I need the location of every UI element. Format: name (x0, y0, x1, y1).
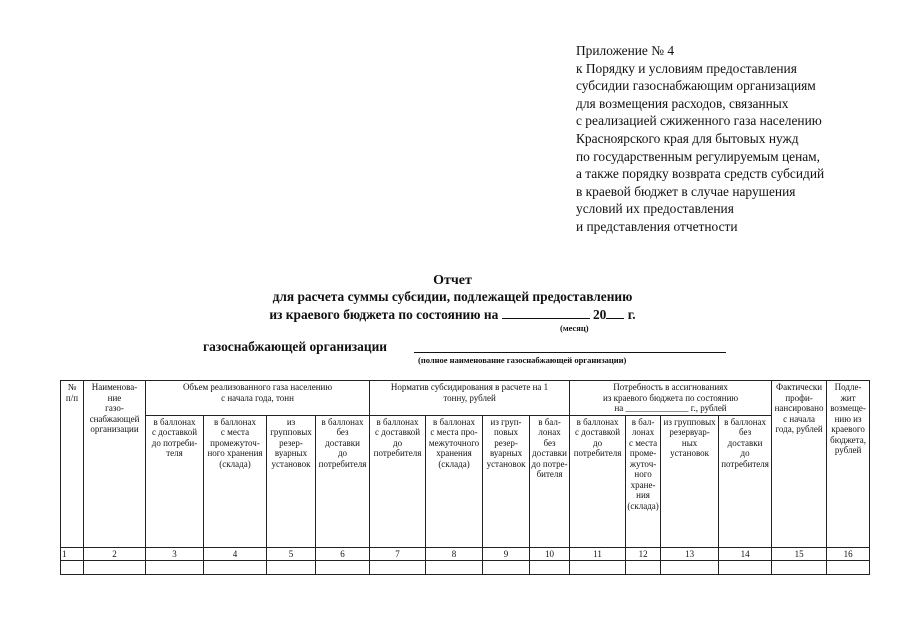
column-number: 1 (61, 547, 84, 561)
table-row (61, 561, 870, 575)
subheader-g2-1: в баллонах с доставкой до потребителя (370, 415, 426, 547)
appendix-note (576, 42, 896, 236)
report-table (60, 380, 870, 575)
column-number: 14 (719, 547, 772, 561)
subheader-g3-2: в бал- лонах с места проме- жуточ- ного хране- ния (склада) (626, 415, 661, 547)
column-number: 6 (316, 547, 370, 561)
table-cell (84, 561, 146, 575)
subheader-g3-3: из групповых резервуар- ных установок (661, 415, 719, 547)
header-col-financed: Фактически профи- нансировано с начала года, рублей (772, 381, 827, 548)
appendix-line: Красноярского края для бытовых нужд (576, 130, 799, 146)
report-subtitle-line1: для расчета суммы субсидии, подлежащей предоставлению (272, 289, 633, 304)
header-col-org-name: Наименова- ние газо- снабжающей организации (84, 381, 146, 548)
column-number: 10 (530, 547, 570, 561)
header-group-need: Потребность в ассигнованиях из краевого бюджета по состоянию на ______________ г., рублей (570, 381, 772, 416)
column-number: 11 (570, 547, 626, 561)
column-number: 3 (146, 547, 204, 561)
subheader-g1-1: в баллонах с доставкой до потреби- теля (146, 415, 204, 547)
column-numbers-row (61, 547, 870, 561)
appendix-line: и представления отчетности (576, 218, 738, 234)
column-number: 13 (661, 547, 719, 561)
column-number: 12 (626, 547, 661, 561)
appendix-line: условий их предоставления (576, 201, 734, 217)
subheader-g1-3: из групповых резер- вуарных установок (267, 415, 316, 547)
header-col-number: № п/п (61, 381, 84, 548)
table-header-row (61, 381, 870, 416)
column-number: 2 (84, 547, 146, 561)
appendix-line: к Порядку и условиям предоставления (576, 60, 797, 76)
table-cell (267, 561, 316, 575)
table-cell (661, 561, 719, 575)
subheader-g1-2: в баллонах с места промежуточ- ного хранения (склада) (204, 415, 267, 547)
year-suffix: г. (627, 307, 636, 322)
table-cell (316, 561, 370, 575)
subheader-g3-4: в баллонах без доставки до потребителя (719, 415, 772, 547)
appendix-line: а также порядку возврата средств субсидий (576, 166, 825, 182)
table-cell (426, 561, 483, 575)
subtitle-prefix: из краевого бюджета по состоянию на (269, 307, 499, 322)
header-group-volume: Объем реализованного газа населению с начала года, тонн (146, 381, 370, 416)
table-cell (530, 561, 570, 575)
subheader-g3-1: в баллонах с доставкой до потребителя (570, 415, 626, 547)
org-caption: (полное наименование газоснабжающей организации) (418, 355, 627, 365)
table-cell (204, 561, 267, 575)
month-blank (502, 307, 590, 319)
column-number: 16 (827, 547, 870, 561)
year-prefix: 20 (592, 307, 607, 322)
table-cell (772, 561, 827, 575)
table-cell (719, 561, 772, 575)
column-number: 15 (772, 547, 827, 561)
header-group-norm: Норматив субсидирования в расчете на 1 тонну, рублей (370, 381, 570, 416)
month-caption: (месяц) (560, 323, 589, 333)
table-cell (61, 561, 84, 575)
org-name-line (414, 352, 726, 353)
column-number: 4 (204, 547, 267, 561)
subheader-g2-2: в баллонах с места про- межуточного хранения (склада) (426, 415, 483, 547)
column-number: 5 (267, 547, 316, 561)
subheader-g2-3: из груп- повых резер- вуарных установок (483, 415, 530, 547)
org-label: газоснабжающей организации (203, 339, 388, 354)
table-cell (626, 561, 661, 575)
report-title: Отчет (433, 273, 472, 288)
column-number: 8 (426, 547, 483, 561)
appendix-line: Приложение № 4 (576, 43, 675, 58)
table-cell (827, 561, 870, 575)
header-col-to-reimburse: Подле- жит возмеще- нию из краевого бюджета, рублей (827, 381, 870, 548)
column-number: 7 (370, 547, 426, 561)
appendix-line: в краевой бюджет в случае нарушения (576, 183, 796, 199)
subheader-g1-4: в баллонах без доставки до потребителя (316, 415, 370, 547)
table-cell (483, 561, 530, 575)
subheader-g2-4: в бал- лонах без доставки до потре- бителя (530, 415, 570, 547)
table-subheader-row (61, 415, 870, 547)
column-number: 9 (483, 547, 530, 561)
year-blank (606, 307, 624, 319)
report-subtitle-line2 (0, 307, 905, 323)
table-cell (146, 561, 204, 575)
appendix-line: для возмещения расходов, связанных (576, 95, 789, 111)
table-cell (370, 561, 426, 575)
appendix-line: с реализацией сжиженного газа населению (576, 113, 822, 129)
appendix-line: по государственным регулируемым ценам, (576, 148, 820, 164)
appendix-line: субсидии газоснабжающим организациям (576, 78, 816, 94)
table-cell (570, 561, 626, 575)
